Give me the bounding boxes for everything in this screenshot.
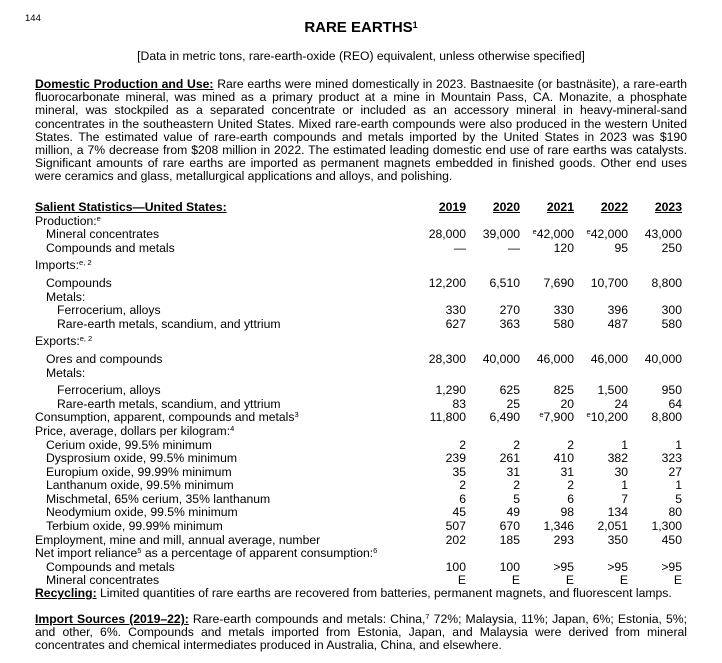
stats-row xyxy=(35,493,682,507)
stats-row-label xyxy=(35,353,163,367)
stats-cell-2021: E xyxy=(565,573,574,588)
stats-row-label-text: Metals: xyxy=(46,289,86,304)
stats-cell-2021: 7,690 xyxy=(543,275,574,290)
stats-cell-2019: 507 xyxy=(445,519,466,534)
stats-cell-2023: 8,800 xyxy=(651,275,682,290)
import-sources-text-b: 72%; Malaysia, 11%; Japan, 6%; Estonia, 5%; and other, 6%. Compounds and metals imported from Estonia, Japan, and Malaysia were derived from mineral concentrates and chemical intermediates produced in Australia, China, and elsewhere. xyxy=(35,612,687,653)
stats-row xyxy=(35,228,682,242)
stats-row-label xyxy=(35,561,175,575)
stats-cell-2022: 487 xyxy=(607,316,628,331)
stats-row-label xyxy=(35,398,281,412)
stats-heading: Salient Statistics—United States: xyxy=(35,200,227,214)
stats-cell-2020: 363 xyxy=(499,316,520,331)
stats-row-label-text: Cerium oxide, 99.5% minimum xyxy=(46,437,212,452)
stats-cell-2020: 625 xyxy=(499,383,520,398)
stats-row-label xyxy=(35,547,377,561)
stats-row-label-text: Dysprosium oxide, 99.5% minimum xyxy=(46,451,238,466)
stats-cell-2020: 185 xyxy=(499,532,520,547)
stats-row-footnote: e xyxy=(96,213,101,223)
stats-row-label xyxy=(35,228,159,242)
stats-row xyxy=(35,534,682,548)
stats-row-footnote: 4 xyxy=(230,423,235,433)
stats-row-label xyxy=(35,466,232,480)
stats-cell-2021: $^e$7,900 xyxy=(539,410,574,425)
year-header-2021: 2021 xyxy=(546,200,574,214)
stats-cell-2021: 120 xyxy=(553,240,574,255)
stats-cell-2019: 1,290 xyxy=(435,383,466,398)
stats-cell-2020: 100 xyxy=(499,559,520,574)
stats-row xyxy=(35,439,682,453)
stats-cell-2021: 410 xyxy=(553,451,574,466)
stats-row-label xyxy=(35,439,212,453)
stats-cell-2023: 43,000 xyxy=(644,227,682,242)
stats-row-label xyxy=(35,318,281,332)
title-text: RARE EARTHS xyxy=(304,19,413,36)
stats-cell-2022: 7 xyxy=(621,491,628,506)
stats-row-label-text: Metals: xyxy=(46,365,86,380)
stats-row xyxy=(35,384,682,398)
stats-row xyxy=(35,506,682,520)
stats-cell-2021: 46,000 xyxy=(536,351,574,366)
stats-row-label xyxy=(35,335,92,349)
stats-row-label-text: Consumption, apparent, compounds and metals xyxy=(35,410,295,425)
stats-cell-2022: 10,700 xyxy=(590,275,628,290)
stats-row xyxy=(35,411,682,425)
stats-row xyxy=(35,242,682,256)
stats-row-label-text: Ores and compounds xyxy=(46,351,163,366)
stats-cell-2021: 31 xyxy=(560,464,574,479)
stats-cell-2023: 300 xyxy=(661,303,682,318)
stats-row-footnote: e, 2 xyxy=(79,258,92,268)
stats-cell-2022: 134 xyxy=(607,505,628,520)
stats-row-label-rest: as a percentage of apparent consumption: xyxy=(141,546,374,561)
stats-cell-2022: $^e$10,200 xyxy=(586,410,628,425)
stats-row-label xyxy=(35,493,270,507)
stats-row-label-text: Lanthanum oxide, 99.5% minimum xyxy=(46,478,234,493)
stats-cell-2019: 12,200 xyxy=(428,275,466,290)
stats-cell-2019: 83 xyxy=(452,396,466,411)
stats-row-footnote: 5 xyxy=(137,546,142,556)
stats-row xyxy=(35,367,682,381)
stats-row xyxy=(35,398,682,412)
stats-row xyxy=(35,479,682,493)
stats-cell-2019: 330 xyxy=(445,303,466,318)
stats-row-label-text: Employment, mine and mill, annual average, number xyxy=(35,532,321,547)
stats-row-label-text: Imports: xyxy=(35,258,80,273)
import-sources-section xyxy=(35,613,687,653)
stats-row-label-text: Mineral concentrates xyxy=(46,573,160,588)
stats-cell-2020: E xyxy=(511,573,520,588)
recycling-text: Limited quantities of rare earths are recovered from batteries, permanent magnets, and fluorescent lamps. xyxy=(100,586,672,600)
stats-row xyxy=(35,291,682,305)
stats-row-label-text: Compounds and metals xyxy=(46,240,175,255)
stats-cell-2019: 100 xyxy=(445,559,466,574)
stats-cell-2023: 8,800 xyxy=(651,410,682,425)
stats-cell-2021: 98 xyxy=(560,505,574,520)
stats-header-row xyxy=(35,201,682,215)
stats-cell-2023: 950 xyxy=(661,383,682,398)
stats-cell-2020: 39,000 xyxy=(482,227,520,242)
stats-row-label-text: Europium oxide, 99.99% minimum xyxy=(46,464,232,479)
stats-cell-2021: 6 xyxy=(567,491,574,506)
stats-cell-2019: 2 xyxy=(459,437,466,452)
stats-row-footnote: e, 2 xyxy=(79,334,93,344)
stats-cell-2021: 825 xyxy=(553,383,574,398)
stats-cell-2023: 27 xyxy=(668,464,682,479)
stats-row-label xyxy=(35,384,161,398)
stats-cell-2020: 270 xyxy=(499,303,520,318)
stats-row-footnote: 3 xyxy=(294,410,299,420)
import-sources-text-a: Rare-earth compounds and metals: China, xyxy=(192,612,426,626)
stats-row-label xyxy=(35,411,299,425)
stats-row xyxy=(35,452,682,466)
stats-row-label xyxy=(35,452,237,466)
page-title xyxy=(0,19,722,36)
stats-cell-2023: 323 xyxy=(661,451,682,466)
stats-cell-2022: 396 xyxy=(607,303,628,318)
stats-cell-2021: >95 xyxy=(553,559,574,574)
stats-cell-2020: 5 xyxy=(513,491,520,506)
title-footnote: 1 xyxy=(412,20,418,30)
stats-row-label-text: Production: xyxy=(35,213,97,228)
stats-cell-2020: 2 xyxy=(513,478,520,493)
stats-cell-2020: 2 xyxy=(513,437,520,452)
stats-cell-2023: E xyxy=(673,573,682,588)
stats-cell-2023: 40,000 xyxy=(644,351,682,366)
stats-cell-2022: 1 xyxy=(621,478,628,493)
import-sources-heading: Import Sources (2019–22): xyxy=(35,612,189,626)
stats-row xyxy=(35,335,682,349)
stats-cell-2019: 35 xyxy=(452,464,466,479)
stats-row-label xyxy=(35,215,101,229)
stats-row-label-text: Ferrocerium, alloys xyxy=(57,303,161,318)
stats-cell-2023: 250 xyxy=(661,240,682,255)
stats-cell-2023: 64 xyxy=(668,396,682,411)
stats-row-label-text: Compounds xyxy=(46,275,112,290)
stats-cell-2021: 2 xyxy=(567,437,574,452)
stats-row-label-text: Mineral concentrates xyxy=(46,227,160,242)
stats-cell-2022: 24 xyxy=(614,396,628,411)
import-sources-footnote: 7 xyxy=(425,612,430,621)
stats-cell-2020: 6,490 xyxy=(489,410,520,425)
stats-row-label xyxy=(35,242,175,256)
stats-cell-2019: 2 xyxy=(459,478,466,493)
stats-row-label xyxy=(35,304,161,318)
stats-row-label xyxy=(35,367,85,381)
stats-row xyxy=(35,318,682,332)
stats-row-label xyxy=(35,479,234,493)
stats-row-label xyxy=(35,534,320,548)
year-header-2022: 2022 xyxy=(600,200,628,214)
stats-row-label xyxy=(35,520,223,534)
stats-row xyxy=(35,353,682,367)
stats-cell-2019: 11,800 xyxy=(429,410,466,425)
stats-cell-2023: 80 xyxy=(668,505,682,520)
stats-cell-2023: 580 xyxy=(661,316,682,331)
stats-cell-2023: 1 xyxy=(675,478,682,493)
stats-cell-2019: — xyxy=(453,240,466,255)
recycling-heading: Recycling: xyxy=(35,586,97,600)
stats-cell-2022: 2,051 xyxy=(597,519,628,534)
stats-cell-2020: — xyxy=(507,240,520,255)
stats-cell-2020: 6,510 xyxy=(489,275,520,290)
stats-row xyxy=(35,425,682,439)
stats-cell-2020: 25 xyxy=(506,396,520,411)
stats-cell-2019: 28,300 xyxy=(428,351,466,366)
stats-row xyxy=(35,259,682,273)
stats-row-label-text: Neodymium oxide, 99.5% minimum xyxy=(46,505,238,520)
recycling-section xyxy=(35,587,687,600)
stats-cell-2022: >95 xyxy=(607,559,628,574)
stats-row-label-text: Compounds and metals xyxy=(46,559,175,574)
stats-row-label xyxy=(35,425,234,439)
domestic-production-section xyxy=(35,78,687,184)
stats-cell-2023: 1 xyxy=(675,437,682,452)
stats-cell-2023: >95 xyxy=(661,559,682,574)
stats-cell-2023: 1,300 xyxy=(651,519,682,534)
stats-row-label-text: Rare-earth metals, scandium, and yttrium xyxy=(57,396,281,411)
stats-cell-2021: 1,346 xyxy=(543,519,574,534)
stats-cell-2022: $^e$42,000 xyxy=(586,227,628,242)
stats-row-label xyxy=(35,277,112,291)
stats-row xyxy=(35,561,682,575)
stats-cell-2019: 6 xyxy=(459,491,466,506)
stats-cell-2020: 261 xyxy=(499,451,520,466)
stats-row xyxy=(35,215,682,229)
stats-cell-2022: 30 xyxy=(614,464,628,479)
stats-row xyxy=(35,547,682,561)
stats-cell-2019: 45 xyxy=(452,505,466,520)
stats-cell-2021: 20 xyxy=(560,396,574,411)
page-number: 144 xyxy=(25,13,41,24)
stats-row-label-text: Net import reliance xyxy=(35,546,138,561)
year-header-2020: 2020 xyxy=(492,200,520,214)
stats-cell-2021: 580 xyxy=(553,316,574,331)
subtitle: [Data in metric tons, rare-earth-oxide (REO) equivalent, unless otherwise specified] xyxy=(137,49,585,63)
stats-cell-2022: 382 xyxy=(607,451,628,466)
salient-statistics-table xyxy=(35,201,682,588)
stats-row-label xyxy=(35,291,85,305)
stats-row-label-text: Terbium oxide, 99.99% minimum xyxy=(46,519,223,534)
domestic-text: Rare earths were mined domestically in 2023. Bastnaesite (or bastnäsite), a rare-earth fluorocarbonate mineral, was mined as a primary product at a mine in Mountain Pass, CA. Monazite, a phosphate mineral, was stockpiled as a separated concentrate or included as an accessory mineral in heavy-mineral-sand concentrates in the southeastern United States. Mixed rare-earth compounds were also produced in the western United States. The estimated value of rare-earth compounds and metals imported by the United States in 2023 was $190 million, a 7% decrease from $208 million in 2022. The estimated leading domestic end use of rare earths was catalysts. Significant amounts of rare earths are imported as permanent magnets embedded in finished goods. Other end uses were ceramics and glass, metallurgical applications and alloys, and polishing. xyxy=(35,77,688,184)
stats-row-label-text: Ferrocerium, alloys xyxy=(57,383,161,398)
stats-cell-2019: 28,000 xyxy=(428,227,466,242)
stats-row-label xyxy=(35,259,92,273)
stats-cell-2019: 239 xyxy=(445,451,466,466)
stats-row xyxy=(35,277,682,291)
stats-row xyxy=(35,304,682,318)
stats-cell-2022: 46,000 xyxy=(590,351,628,366)
stats-row-label-text: Mischmetal, 65% cerium, 35% lanthanum xyxy=(46,491,271,506)
stats-cell-2022: E xyxy=(619,573,628,588)
stats-row-label xyxy=(35,506,238,520)
stats-cell-2021: 2 xyxy=(567,478,574,493)
stats-row-footnote-2: 6 xyxy=(373,546,378,556)
year-header-2023: 2023 xyxy=(654,200,682,214)
stats-cell-2019: 627 xyxy=(445,316,466,331)
year-header-2019: 2019 xyxy=(438,200,466,214)
stats-cell-2020: 670 xyxy=(499,519,520,534)
stats-row xyxy=(35,520,682,534)
stats-cell-2023: 5 xyxy=(675,491,682,506)
stats-cell-2019: E xyxy=(457,573,466,588)
stats-cell-2022: 1 xyxy=(621,437,628,452)
stats-cell-2022: 95 xyxy=(614,240,628,255)
stats-cell-2021: 293 xyxy=(553,532,574,547)
stats-row xyxy=(35,466,682,480)
stats-cell-2022: 350 xyxy=(607,532,628,547)
stats-cell-2023: 450 xyxy=(661,532,682,547)
stats-cell-2020: 40,000 xyxy=(482,351,520,366)
stats-row-label-text: Price, average, dollars per kilogram: xyxy=(35,423,231,438)
stats-cell-2020: 31 xyxy=(506,464,520,479)
stats-cell-2021: 330 xyxy=(553,303,574,318)
domestic-heading: Domestic Production and Use: xyxy=(35,77,214,91)
stats-cell-2022: 1,500 xyxy=(597,383,628,398)
stats-cell-2019: 202 xyxy=(445,532,466,547)
stats-cell-2020: 49 xyxy=(506,505,520,520)
stats-cell-2021: $^e$42,000 xyxy=(532,227,574,242)
stats-row-label-text: Rare-earth metals, scandium, and yttrium xyxy=(57,316,281,331)
stats-row-label-text: Exports: xyxy=(35,334,80,349)
